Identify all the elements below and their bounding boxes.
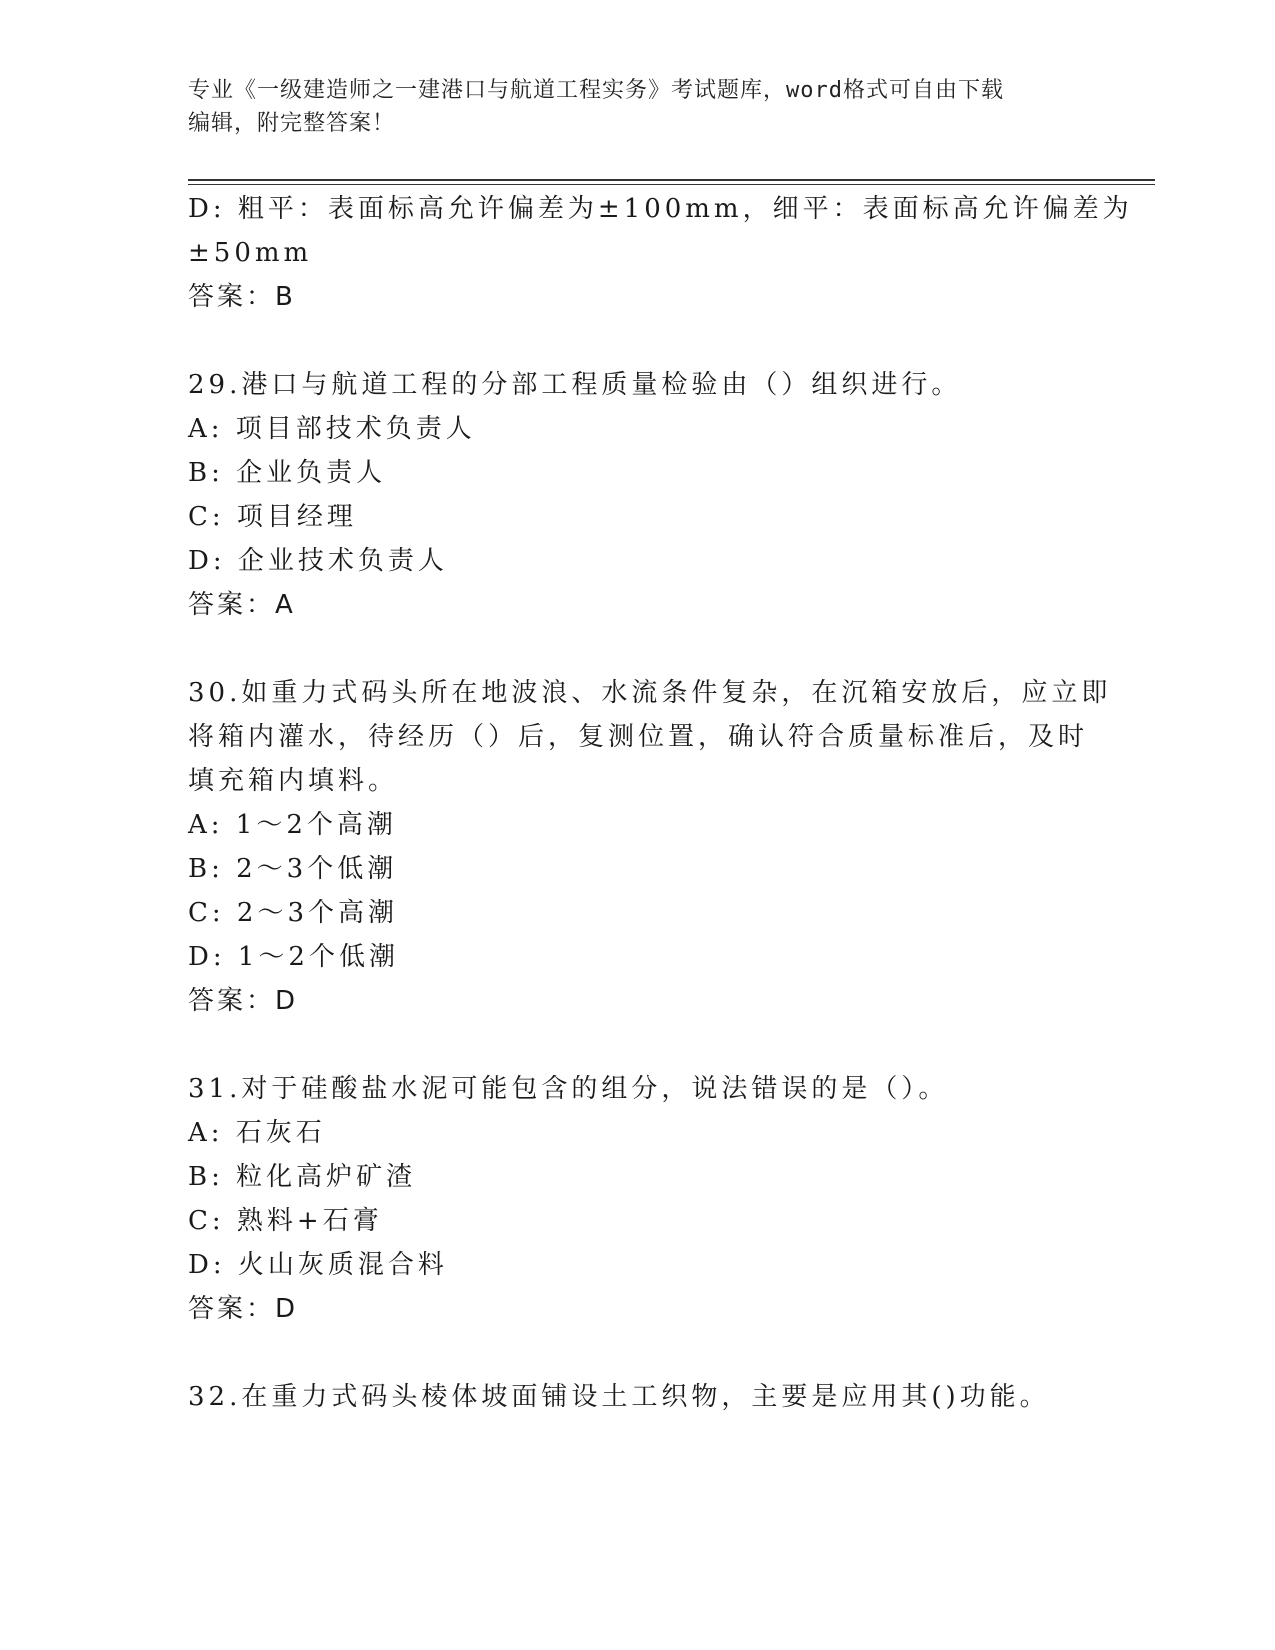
option-c: C: 熟料+石膏: [188, 1206, 383, 1236]
option-c: C: 2～3个高潮: [188, 898, 399, 928]
document-header: [188, 74, 1088, 140]
option-d: D: 企业技术负责人: [188, 546, 448, 576]
option-b: B: 企业负责人: [188, 458, 387, 488]
prev-option-d-line1: D: 粗平：表面标高允许偏差为±100mm，细平：表面标高允许偏差为: [188, 194, 1133, 224]
option-b: B: 粒化高炉矿渣: [188, 1162, 417, 1192]
answer: 答案：A: [188, 590, 296, 620]
option-a: A: 项目部技术负责人: [188, 414, 476, 444]
question-stem-line-3: 填充箱内填料。: [188, 766, 399, 796]
option-d: D: 1～2个低潮: [188, 942, 399, 972]
question-stem-line-2: 将箱内灌水，待经历（）后，复测位置，确认符合质量标准后，及时: [188, 722, 1089, 752]
header-line-1: 专业《一级建造师之一建港口与航道工程实务》考试题库，word格式可自由下载: [188, 78, 1004, 103]
option-a: A: 石灰石: [188, 1118, 326, 1148]
prev-option-d-line2: ±50mm: [188, 238, 313, 268]
option-c: C: 项目经理: [188, 502, 357, 532]
header-line-2: 编辑，附完整答案！: [188, 111, 396, 136]
answer: 答案：D: [188, 986, 299, 1016]
answer: 答案：D: [188, 1294, 299, 1324]
question-stem-line-1: 30.如重力式码头所在地波浪、水流条件复杂，在沉箱安放后，应立即: [188, 678, 1112, 708]
prev-answer: 答案：B: [188, 282, 296, 312]
header-rule-thin: [188, 184, 1155, 185]
option-d: D: 火山灰质混合料: [188, 1250, 448, 1280]
question-stem: 31.对于硅酸盐水泥可能包含的组分，说法错误的是（）。: [188, 1074, 949, 1104]
option-a: A: 1～2个高潮: [188, 810, 397, 840]
option-b: B: 2～3个低潮: [188, 854, 398, 884]
question-stem: 29.港口与航道工程的分部工程质量检验由（）组织进行。: [188, 370, 962, 400]
question-stem: 32.在重力式码头棱体坡面铺设土工织物，主要是应用其()功能。: [188, 1382, 1050, 1412]
header-rule-thick: [188, 179, 1155, 181]
